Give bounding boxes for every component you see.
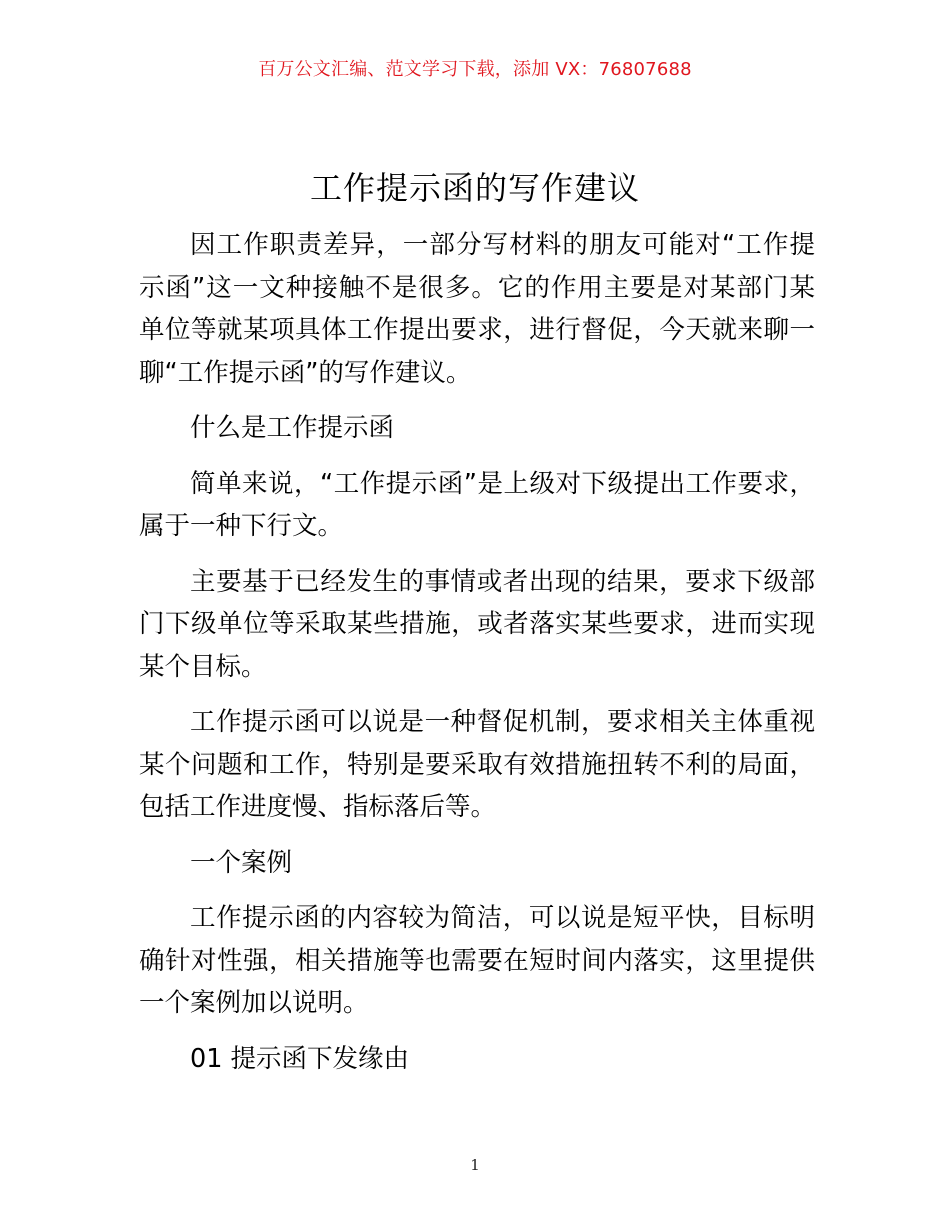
subsection-heading-01: 01 提示函下发缘由 bbox=[190, 1043, 410, 1074]
section-heading-what-is: 什么是工作提示函 bbox=[190, 413, 395, 443]
paragraph-definition: 简单来说，“工作提示函”是上级对下级提出工作要求，属于一种下行文。 bbox=[139, 468, 815, 541]
document-title: 工作提示函的写作建议 bbox=[309, 169, 640, 207]
paragraph-case-intro: 工作提示函的内容较为简洁，可以说是短平快，目标明确针对性强，相关措施等也需要在短时间内落实，这里提供一个案例加以说明。 bbox=[139, 903, 815, 1018]
header-banner: 百万公文汇编、范文学习下载，添加 VX：76807688 bbox=[258, 59, 692, 80]
page-number: 1 bbox=[470, 1156, 480, 1174]
paragraph-mechanism: 工作提示函可以说是一种督促机制，要求相关主体重视某个问题和工作，特别是要采取有效措施扭转不利的局面，包括工作进度慢、指标落后等。 bbox=[139, 707, 815, 822]
section-heading-case: 一个案例 bbox=[190, 847, 293, 878]
paragraph-basis: 主要基于已经发生的事情或者出现的结果，要求下级部门下级单位等采取某些措施，或者落实某些要求，进而实现某个目标。 bbox=[139, 566, 815, 682]
document-body bbox=[139, 224, 815, 1093]
paragraph-intro: 因工作职责差异，一部分写材料的朋友可能对“工作提示函”这一文种接触不是很多。它的作用主要是对某部门某单位等就某项具体工作提出要求，进行督促，今天就来聊一聊“工作提示函”的写作建议。 bbox=[139, 230, 815, 388]
